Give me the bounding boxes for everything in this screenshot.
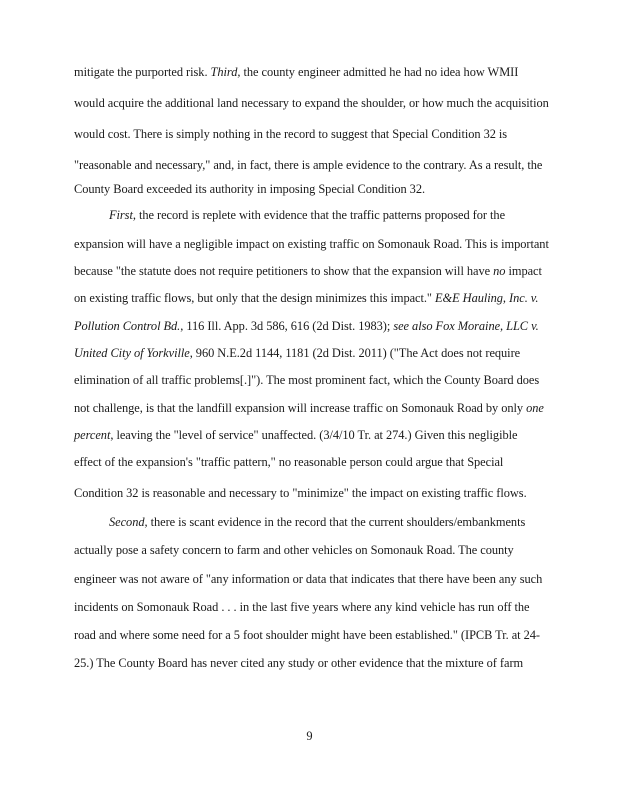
text-segment: elimination of all traffic problems[.]"). The most prominent fact, which the County Board does xyxy=(74,373,540,387)
text-line xyxy=(74,126,507,142)
page-number: 9 xyxy=(306,729,313,743)
text-line xyxy=(74,427,517,443)
text-line xyxy=(74,655,523,671)
text-line xyxy=(74,599,529,615)
text-segment: incidents on Somonauk Road . . . in the last five years where any kind vehicle has run off the xyxy=(74,600,530,614)
italic-text: Third, xyxy=(210,65,241,79)
text-line xyxy=(74,236,549,252)
text-line xyxy=(74,485,527,501)
text-line xyxy=(74,400,544,416)
text-segment: the record is replete with evidence that the traffic patterns proposed for the xyxy=(135,208,506,222)
text-segment: County Board exceeded its authority in imposing Special Condition 32. xyxy=(74,182,426,196)
text-segment: road and where some need for a 5 foot shoulder might have been established." (IPCB Tr. at 24- xyxy=(74,628,540,642)
text-line xyxy=(74,181,425,197)
italic-text: one xyxy=(526,401,544,415)
text-segment: , leaving the "level of service" unaffected. (3/4/10 Tr. at 274.) Given this negligible xyxy=(110,428,518,442)
text-line xyxy=(74,454,503,470)
text-segment: mitigate the purported risk. xyxy=(74,65,211,79)
text-line xyxy=(109,514,525,530)
italic-text: percent xyxy=(74,428,111,442)
text-segment: , 116 Ill. App. 3d 586, 616 (2d Dist. 1983); xyxy=(180,319,394,333)
text-segment: would cost. There is simply nothing in the record to suggest that Special Condition 32 is xyxy=(74,127,508,141)
text-line xyxy=(74,290,538,306)
italic-text: E&E Hauling, Inc. v. xyxy=(435,291,539,305)
text-segment: on existing traffic flows, but only that the design minimizes this impact." xyxy=(74,291,435,305)
text-line xyxy=(74,372,539,388)
text-segment: "reasonable and necessary," and, in fact, there is ample evidence to the contrary. As a result, the xyxy=(74,158,543,172)
text-segment: impact xyxy=(505,264,542,278)
text-segment: not challenge, is that the landfill expansion will increase traffic on Somonauk Road by only xyxy=(74,401,527,415)
text-line xyxy=(74,263,542,279)
text-segment: expansion will have a negligible impact on existing traffic on Somonauk Road. This is important xyxy=(74,237,549,251)
italic-text: United City of Yorkville xyxy=(74,346,190,360)
text-line xyxy=(74,345,520,361)
text-segment: , 960 N.E.2d 1144, 1181 (2d Dist. 2011) ("The Act does not require xyxy=(189,346,521,360)
italic-text: Pollution Control Bd. xyxy=(74,319,181,333)
text-segment: there is scant evidence in the record that the current shoulders/embankments xyxy=(147,515,526,529)
text-line xyxy=(74,95,549,111)
text-line xyxy=(74,318,539,334)
italic-text: First, xyxy=(109,208,136,222)
text-segment: engineer was not aware of "any information or data that indicates that there have been any such xyxy=(74,572,543,586)
text-segment: the county engineer admitted he had no idea how WMII xyxy=(240,65,519,79)
text-line xyxy=(74,64,518,80)
text-line xyxy=(74,157,542,173)
italic-text: see also Fox Moraine, LLC v. xyxy=(393,319,539,333)
italic-text: Second, xyxy=(109,515,148,529)
text-line xyxy=(74,542,514,558)
text-segment: would acquire the additional land necessary to expand the shoulder, or how much the acquisition xyxy=(74,96,549,110)
text-line xyxy=(109,207,505,223)
italic-text: no xyxy=(493,264,506,278)
text-line xyxy=(74,571,542,587)
text-segment: 25.) The County Board has never cited any study or other evidence that the mixture of farm xyxy=(74,656,524,670)
text-segment: effect of the expansion's "traffic pattern," no reasonable person could argue that Special xyxy=(74,455,504,469)
text-segment: actually pose a safety concern to farm and other vehicles on Somonauk Road. The county xyxy=(74,543,514,557)
text-segment: because "the statute does not require petitioners to show that the expansion will have xyxy=(74,264,494,278)
text-segment: Condition 32 is reasonable and necessary to "minimize" the impact on existing traffic flows. xyxy=(74,486,527,500)
text-line xyxy=(74,627,540,643)
